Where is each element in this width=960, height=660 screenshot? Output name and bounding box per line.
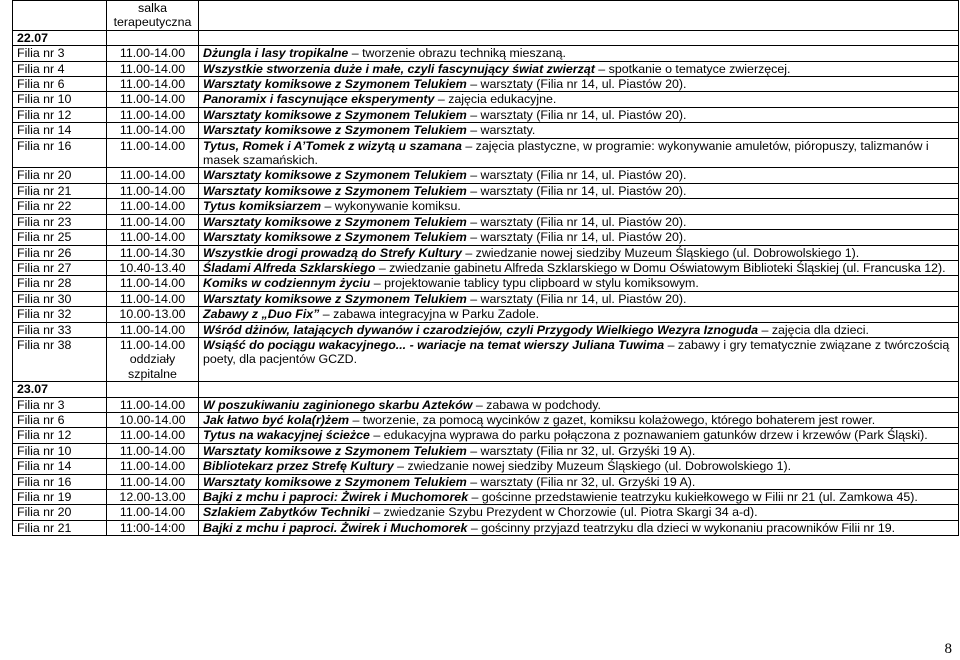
- event-title: Warsztaty komiksowe z Szymonem Telukiem: [203, 77, 467, 92]
- event-title: Warsztaty komiksowe z Szymonem Telukiem: [203, 183, 467, 198]
- event-cell: [199, 428, 959, 443]
- table-row: [13, 183, 959, 198]
- table-row: [13, 199, 959, 214]
- empty-cell: [199, 30, 959, 45]
- table-row: [13, 291, 959, 306]
- event-title: Zabawy z „Duo Fix”: [203, 307, 320, 322]
- event-cell: [199, 337, 959, 381]
- event-description: – warsztaty (Filia nr 14, ul. Piastów 20).: [466, 77, 687, 92]
- location-cell: Filia nr 16: [13, 138, 107, 168]
- location-cell: Filia nr 6: [13, 77, 107, 92]
- event-cell: [199, 520, 959, 535]
- event-cell: [199, 505, 959, 520]
- time-cell: 12.00-13.00: [107, 490, 199, 505]
- location-cell: Filia nr 4: [13, 61, 107, 76]
- event-description: – warsztaty (Filia nr 32, ul. Grzyśki 19 A).: [466, 474, 696, 489]
- location-cell: Filia nr 25: [13, 230, 107, 245]
- table-row: [13, 61, 959, 76]
- location-cell: Filia nr 19: [13, 490, 107, 505]
- time-cell: 10.40-13.40: [107, 260, 199, 275]
- event-title: Szlakiem Zabytków Techniki: [203, 505, 370, 520]
- table-row: [13, 520, 959, 535]
- event-title: Warsztaty komiksowe z Szymonem Telukiem: [203, 291, 467, 306]
- empty-cell: [107, 30, 199, 45]
- time-cell: 11.00-14.00: [107, 138, 199, 168]
- event-title: Bajki z mchu i paproci: Żwirek i Muchomorek: [203, 490, 469, 504]
- event-title: Wszystkie stworzenia duże i małe, czyli fascynujący świat zwierząt: [203, 61, 595, 76]
- location-cell: Filia nr 10: [13, 92, 107, 107]
- location-cell: Filia nr 21: [13, 520, 107, 535]
- event-title: Wśród dżinów, latających dywanów i czarodziejów, czyli Przygody Wielkiego Wezyra Iznoguda: [203, 322, 759, 337]
- event-description: – zabawa integracyjna w Parku Zadole.: [319, 307, 540, 322]
- time-cell: 11.00-14.30: [107, 245, 199, 260]
- event-description: – projektowanie tablicy typu clipboard w stylu komiksowym.: [370, 276, 699, 291]
- event-description: – zajęcia edukacyjne.: [434, 92, 557, 107]
- event-title: Wsiąść do pociągu wakacyjnego... - wariacje na temat wierszy Juliana Tuwima: [203, 337, 665, 352]
- time-cell: 11.00-14.00: [107, 397, 199, 412]
- event-title: Warsztaty komiksowe z Szymonem Telukiem: [203, 123, 467, 138]
- table-row: [13, 168, 959, 183]
- event-title: Tytus na wakacyjnej ścieżce: [203, 428, 370, 443]
- time-cell: 11.00-14.00: [107, 474, 199, 489]
- event-cell: [199, 183, 959, 198]
- location-cell: Filia nr 26: [13, 245, 107, 260]
- table-row: [13, 428, 959, 443]
- schedule-table: [12, 0, 959, 536]
- event-description: – zabawy i gry tematycznie związane z twórczością poety, dla pacjentów GCZD.: [203, 337, 950, 367]
- event-cell: [199, 459, 959, 474]
- table-row: [13, 474, 959, 489]
- location-cell: Filia nr 3: [13, 46, 107, 61]
- event-cell: [199, 1, 959, 31]
- event-cell: [199, 490, 959, 505]
- event-title: Bajki z mchu i paproci. Żwirek i Muchomorek: [203, 520, 468, 535]
- location-cell: Filia nr 12: [13, 107, 107, 122]
- event-cell: [199, 77, 959, 92]
- event-title: Komiks w codziennym życiu: [203, 276, 371, 291]
- table-row: [13, 397, 959, 412]
- location-cell: Filia nr 21: [13, 183, 107, 198]
- table-row: [13, 46, 959, 61]
- time-cell: 11.00-14.00: [107, 276, 199, 291]
- event-title: Tytus komiksiarzem: [203, 199, 321, 214]
- event-title: Bibliotekarz przez Strefę Kultury: [203, 459, 394, 474]
- event-title: Śladami Alfreda Szklarskiego: [203, 260, 376, 275]
- event-description: – warsztaty (Filia nr 32, ul. Grzyśki 19 A).: [466, 443, 696, 458]
- location-cell: Filia nr 22: [13, 199, 107, 214]
- time-cell: 10.00-13.00: [107, 307, 199, 322]
- location-cell: Filia nr 28: [13, 276, 107, 291]
- location-cell: Filia nr 6: [13, 412, 107, 427]
- event-cell: [199, 214, 959, 229]
- time-cell: 11.00-14.00: [107, 443, 199, 458]
- event-cell: [199, 92, 959, 107]
- table-row: [13, 77, 959, 92]
- time-cell: 11.00-14.00: [107, 459, 199, 474]
- event-description: – zwiedzanie nowej siedziby Muzeum Śląskiego (ul. Dobrowolskiego 1).: [461, 245, 860, 260]
- event-cell: [199, 123, 959, 138]
- time-cell: 11.00-14.00: [107, 61, 199, 76]
- table-row: [13, 245, 959, 260]
- table-row: [13, 505, 959, 520]
- empty-cell: [199, 382, 959, 397]
- time-cell: 11.00-14.00: [107, 168, 199, 183]
- location-cell: Filia nr 30: [13, 291, 107, 306]
- event-title: Wszystkie drogi prowadzą do Strefy Kultury: [203, 245, 462, 260]
- event-cell: [199, 291, 959, 306]
- event-cell: [199, 322, 959, 337]
- event-cell: [199, 260, 959, 275]
- location-cell: Filia nr 23: [13, 214, 107, 229]
- event-title: Tytus, Romek i A’Tomek z wizytą u szamana: [203, 138, 462, 153]
- event-description: – warsztaty (Filia nr 14, ul. Piastów 20).: [466, 183, 687, 198]
- location-cell: Filia nr 12: [13, 428, 107, 443]
- table-row: [13, 276, 959, 291]
- time-cell: 11.00-14.00: [107, 92, 199, 107]
- event-cell: [199, 412, 959, 427]
- table-row: [13, 138, 959, 168]
- date-cell: 23.07: [13, 382, 107, 397]
- event-title: Dżungla i lasy tropikalne: [203, 46, 349, 61]
- location-cell: Filia nr 14: [13, 459, 107, 474]
- event-title: Warsztaty komiksowe z Szymonem Telukiem: [203, 230, 467, 245]
- event-description: – tworzenie obrazu techniką mieszaną.: [348, 46, 566, 61]
- time-cell: salka terapeutyczna: [107, 1, 199, 31]
- event-title: Warsztaty komiksowe z Szymonem Telukiem: [203, 443, 467, 458]
- event-title: Warsztaty komiksowe z Szymonem Telukiem: [203, 168, 467, 183]
- location-cell: Filia nr 14: [13, 123, 107, 138]
- event-description: – edukacyjna wyprawa do parku połączona z poznawaniem gatunków drzew i krzewów (Park Śląski).: [369, 428, 928, 443]
- location-cell: Filia nr 3: [13, 397, 107, 412]
- schedule-body: [13, 1, 959, 536]
- table-row: [13, 230, 959, 245]
- time-cell: 11.00-14.00: [107, 214, 199, 229]
- event-description: – zwiedzanie gabinetu Alfreda Szklarskiego w Domu Oświatowym Biblioteki Śląskiej (ul. Francuska 12).: [375, 260, 946, 275]
- event-description: – zwiedzanie nowej siedziby Muzeum Śląskiego (ul. Dobrowolskiego 1).: [393, 459, 792, 474]
- time-cell: 11.00-14.00: [107, 230, 199, 245]
- event-description: – gościnny przyjazd teatrzyku dla dzieci w wykonaniu pracowników Filii nr 19.: [467, 520, 896, 535]
- location-cell: Filia nr 10: [13, 443, 107, 458]
- time-cell: 11.00-14.00: [107, 199, 199, 214]
- date-cell: 22.07: [13, 30, 107, 45]
- event-cell: [199, 230, 959, 245]
- time-cell: 11.00-14.00: [107, 77, 199, 92]
- time-cell: 11.00-14.00: [107, 322, 199, 337]
- event-description: – zabawa w podchody.: [472, 397, 601, 412]
- event-cell: [199, 307, 959, 322]
- table-row: [13, 214, 959, 229]
- table-row: [13, 123, 959, 138]
- event-cell: [199, 107, 959, 122]
- event-description: – warsztaty (Filia nr 14, ul. Piastów 20).: [466, 168, 687, 183]
- event-title: Jak łatwo być kola(r)żem: [203, 412, 349, 427]
- event-description: – zajęcia plastyczne, w programie: wykonywanie amuletów, pióropuszy, talizmanów i masek szamańskich.: [203, 138, 929, 168]
- time-cell: 11.00-14.00: [107, 123, 199, 138]
- table-row: [13, 443, 959, 458]
- event-description: – warsztaty (Filia nr 14, ul. Piastów 20).: [466, 107, 687, 122]
- event-cell: [199, 61, 959, 76]
- event-title: Warsztaty komiksowe z Szymonem Telukiem: [203, 474, 467, 489]
- event-title: Warsztaty komiksowe z Szymonem Telukiem: [203, 107, 467, 122]
- page-number: 8: [944, 641, 952, 657]
- table-row: [13, 107, 959, 122]
- time-cell: 11.00-14.00: [107, 107, 199, 122]
- event-title: Panoramix i fascynujące eksperymenty: [203, 92, 435, 107]
- location-cell: Filia nr 20: [13, 505, 107, 520]
- location-cell: Filia nr 16: [13, 474, 107, 489]
- event-description: – tworzenie, za pomocą wycinków z gazet, komiksu kolażowego, którego bohaterem jest rower.: [349, 412, 876, 427]
- date-row: [13, 382, 959, 397]
- event-cell: [199, 199, 959, 214]
- table-row: [13, 459, 959, 474]
- location-cell: [13, 1, 107, 31]
- event-description: – warsztaty (Filia nr 14, ul. Piastów 20).: [466, 214, 687, 229]
- event-cell: [199, 397, 959, 412]
- location-cell: Filia nr 27: [13, 260, 107, 275]
- event-description: – zajęcia dla dzieci.: [758, 322, 869, 337]
- time-cell: 11.00-14.00: [107, 46, 199, 61]
- event-cell: [199, 276, 959, 291]
- table-row: [13, 337, 959, 381]
- event-description: – warsztaty.: [466, 123, 536, 138]
- table-row: [13, 412, 959, 427]
- event-description: – spotkanie o tematyce zwierzęcej.: [594, 61, 791, 76]
- table-row: [13, 260, 959, 275]
- event-description: – gościnne przedstawienie teatrzyku kukiełkowego w Filii nr 21 (ul. Zamkowa 45).: [468, 490, 918, 504]
- event-title: W poszukiwaniu zaginionego skarbu Azteków: [203, 397, 473, 412]
- table-row: [13, 322, 959, 337]
- location-cell: Filia nr 32: [13, 307, 107, 322]
- table-row: [13, 92, 959, 107]
- table-row: [13, 490, 959, 505]
- event-cell: [199, 168, 959, 183]
- location-cell: Filia nr 38: [13, 337, 107, 381]
- empty-cell: [107, 382, 199, 397]
- table-row: [13, 1, 959, 31]
- event-cell: [199, 138, 959, 168]
- time-cell: 11.00-14.00: [107, 505, 199, 520]
- event-cell: [199, 474, 959, 489]
- time-cell: 11.00-14.00 oddziały szpitalne: [107, 337, 199, 381]
- event-cell: [199, 245, 959, 260]
- event-description: – zwiedzanie Szybu Prezydent w Chorzowie (ul. Piotra Skargi 34 a-d).: [369, 505, 758, 520]
- time-cell: 11.00-14.00: [107, 428, 199, 443]
- event-cell: [199, 46, 959, 61]
- event-title: Warsztaty komiksowe z Szymonem Telukiem: [203, 214, 467, 229]
- event-description: – warsztaty (Filia nr 14, ul. Piastów 20).: [466, 230, 687, 245]
- time-cell: 11.00-14.00: [107, 183, 199, 198]
- location-cell: Filia nr 20: [13, 168, 107, 183]
- time-cell: 11.00-14.00: [107, 291, 199, 306]
- location-cell: Filia nr 33: [13, 322, 107, 337]
- date-row: [13, 30, 959, 45]
- time-cell: 10.00-14.00: [107, 412, 199, 427]
- table-row: [13, 307, 959, 322]
- time-cell: 11:00-14:00: [107, 520, 199, 535]
- event-description: – warsztaty (Filia nr 14, ul. Piastów 20).: [466, 291, 687, 306]
- event-description: – wykonywanie komiksu.: [321, 199, 461, 214]
- event-cell: [199, 443, 959, 458]
